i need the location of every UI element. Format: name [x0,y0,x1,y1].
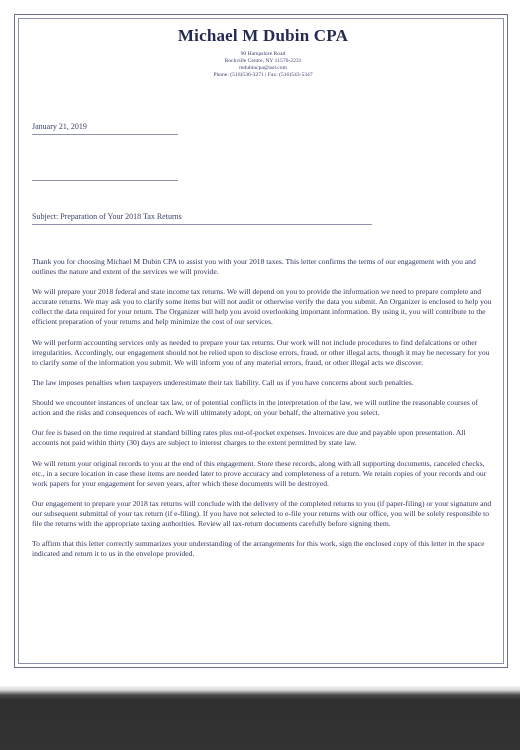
body-paragraph: The law imposes penalties when taxpayers underestimate their tax liability. Call us if you have concerns about such penalties. [32,377,414,387]
letterhead-street: 90 Hampshire Road [240,51,286,57]
date-underline [32,134,178,135]
body-paragraph: To affirm that this letter correctly summarizes your understanding of the arrangements for this work, sign the enclosed copy of this letter in the space indicated and return it to us in the envelope provided. [32,539,485,559]
body-paragraph: We will prepare your 2018 federal and state income tax returns. We will depend on you to provide the information we need to prepare complete and accurate returns. We may ask you to clarify some items but will not audit or otherwise verify the data you submit. An Organizer is enclosed to help you collect the data required for your return. The Organizer will help you avoid overlooking important information. By using it, you will contribute to the efficient preparation of your returns and help minimize the cost of our services. [32,287,492,327]
letter-date: January 21, 2019 [32,122,87,131]
body-paragraph: Our engagement to prepare your 2018 tax returns will conclude with the delivery of the completed returns to you (if paper-filing) or your signature and our subsequent submittal of your tax return (if e-filing). If you have not selected to e-file your returns with our office, you will be solely responsible to file the returns with the appropriate taxing authorities. Review all tax-return documents carefully before signing them. [32,499,492,529]
body-paragraph: Our fee is based on the time required at standard billing rates plus out-of-pocket expenses. Invoices are due and payable upon presentation. All accounts not paid within thirty (30) days are subject to interest charges to the extent permitted by state law. [32,428,466,448]
letterhead-email: mdubincpa@aol.com [239,65,287,71]
body-paragraph: Should we encounter instances of unclear tax law, or of potential conflicts in the interpretation of the law, we will outline the reasonable courses of action and the risks and consequences of each. We will ultimately adopt, on your behalf, the alternative you select. [32,398,479,418]
body-paragraph: We will return your original records to you at the end of this engagement. Store these records, along with all supporting documents, canceled checks, etc., in a secure location in case these items are needed later to prove accuracy and completeness of a return. We retain copies of your records and our work papers for your engagement for seven years, after which these documents will be destroyed. [32,458,487,488]
body-paragraph: We will perform accounting services only as needed to prepare your tax returns. Our work will not include procedures to find defalcations or other irregularities. Accordingly, our engagement should not be relied upon to disclose errors, fraud, or other illegal acts, though it may be necessary for you to clarify some of the information you submit. We will inform you of any material errors, fraud, or other illegal acts we discover. [32,337,490,367]
divider-line [32,180,178,181]
letterhead-phone-fax: Phone: (516)536-3271 | Fax: (516)543-5347 [213,72,313,78]
scan-shadow-band [0,686,520,750]
letterhead-city: Rockville Centre, NY 11570-2231 [224,58,302,64]
body-paragraph: Thank you for choosing Michael M Dubin CPA to assist you with your 2018 taxes. This letter confirms the terms of our engagement with you and outlines the nature and extent of the services we will provide. [32,257,476,276]
subject-underline [32,224,372,225]
letterhead-firm-name: Michael M Dubin CPA [177,26,349,45]
letter-body [32,257,494,570]
letter-subject: Subject: Preparation of Your 2018 Tax Returns [32,212,182,221]
